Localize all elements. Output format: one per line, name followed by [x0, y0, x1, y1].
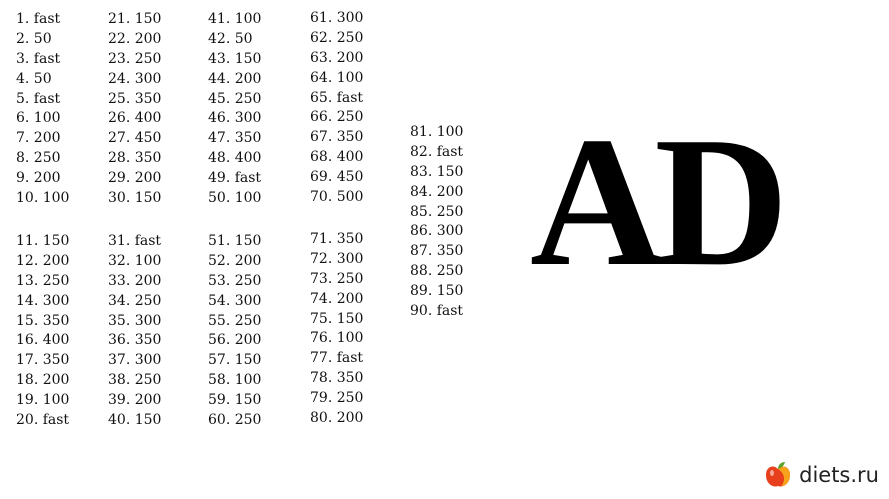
- col-61-70: [310, 9, 363, 208]
- list-item: 46. 300: [208, 110, 262, 127]
- list-item: 4. 50: [16, 70, 52, 87]
- list-item: 22. 200: [108, 30, 162, 47]
- list-item: 37. 300: [108, 352, 162, 369]
- list-item: 50. 100: [208, 190, 262, 207]
- col-41-50: [208, 10, 261, 209]
- list-item: 71. 350: [310, 231, 364, 247]
- list-item: 87. 350: [410, 243, 464, 260]
- list-item: 48. 400: [208, 150, 262, 167]
- list-item: 24. 300: [108, 70, 162, 87]
- list-item: 15. 350: [16, 312, 70, 329]
- col-21-30: [108, 10, 161, 209]
- list-item: 73. 250: [310, 270, 364, 287]
- col-1-10: [16, 10, 69, 209]
- list-item: 6. 100: [16, 110, 61, 127]
- list-item: 84. 200: [410, 183, 464, 200]
- list-item: 38. 250: [108, 372, 162, 389]
- list-item: 27. 450: [108, 130, 162, 147]
- list-item: 70. 500: [310, 189, 364, 206]
- list-item: 43. 150: [208, 50, 262, 67]
- list-item: 85. 250: [410, 203, 464, 220]
- col-81-90: [410, 123, 463, 322]
- list-item: 21. 150: [108, 11, 162, 27]
- list-item: 42. 50: [208, 30, 253, 47]
- list-item: 76. 100: [310, 330, 364, 347]
- list-item: 36. 350: [108, 332, 162, 349]
- list-item: 10. 100: [16, 190, 70, 207]
- list-item: 89. 150: [410, 283, 464, 300]
- col-71-80: [310, 230, 363, 429]
- list-item: 11. 150: [16, 233, 70, 249]
- list-item: 14. 300: [16, 292, 70, 309]
- list-item: 32. 100: [108, 252, 162, 269]
- list-item: 35. 300: [108, 312, 162, 329]
- list-item: 13. 250: [16, 272, 70, 289]
- list-item: 59. 150: [208, 392, 262, 409]
- list-item: 25. 350: [108, 90, 162, 107]
- list-item: 51. 150: [208, 233, 262, 249]
- list-item: 60. 250: [208, 412, 262, 429]
- list-item: 90. fast: [410, 303, 464, 320]
- list-item: 31. fast: [108, 233, 162, 249]
- list-item: 66. 250: [310, 109, 364, 126]
- list-item: 1. fast: [16, 11, 61, 27]
- list-item: 39. 200: [108, 392, 162, 409]
- list-item: 78. 350: [310, 370, 364, 387]
- list-item: 33. 200: [108, 272, 162, 289]
- list-item: 40. 150: [108, 412, 162, 429]
- list-item: 19. 100: [16, 392, 70, 409]
- list-item: 23. 250: [108, 50, 162, 67]
- list-item: 52. 200: [208, 252, 262, 269]
- list-item: 86. 300: [410, 223, 464, 240]
- list-item: 69. 450: [310, 169, 364, 186]
- list-item: 16. 400: [16, 332, 70, 349]
- list-item: 54. 300: [208, 292, 262, 309]
- list-item: 62. 250: [310, 29, 364, 46]
- list-item: 82. fast: [410, 143, 464, 160]
- list-item: 53. 250: [208, 272, 262, 289]
- list-item: 12. 200: [16, 252, 70, 269]
- list-item: 8. 250: [16, 150, 61, 167]
- list-item: 68. 400: [310, 149, 364, 166]
- col-31-40: [108, 232, 161, 431]
- list-item: 83. 150: [410, 163, 464, 180]
- watermark[interactable]: [763, 459, 879, 491]
- list-item: 29. 200: [108, 170, 162, 187]
- list-item: 80. 200: [310, 410, 364, 427]
- list-item: 41. 100: [208, 11, 262, 27]
- list-item: 64. 100: [310, 69, 364, 86]
- list-item: 45. 250: [208, 90, 262, 107]
- list-item: 61. 300: [310, 10, 364, 26]
- list-item: 77. fast: [310, 350, 364, 367]
- list-item: 57. 150: [208, 352, 262, 369]
- list-item: 28. 350: [108, 150, 162, 167]
- list-item: 5. fast: [16, 90, 61, 107]
- list-item: 26. 400: [108, 110, 162, 127]
- list-item: 9. 200: [16, 170, 61, 187]
- list-item: 88. 250: [410, 263, 464, 280]
- watermark-text: diets.ru: [799, 463, 879, 487]
- list-item: 75. 150: [310, 310, 364, 327]
- list-item: 49. fast: [208, 170, 262, 187]
- list-item: 74. 200: [310, 290, 364, 307]
- col-11-20: [16, 232, 69, 431]
- list-item: 18. 200: [16, 372, 70, 389]
- list-item: 20. fast: [16, 412, 70, 429]
- col-51-60: [208, 232, 261, 431]
- list-item: 79. 250: [310, 390, 364, 407]
- list-item: 63. 200: [310, 49, 364, 66]
- list-item: 3. fast: [16, 50, 61, 67]
- list-item: 55. 250: [208, 312, 262, 329]
- list-item: 72. 300: [310, 250, 364, 267]
- list-item: 67. 350: [310, 129, 364, 146]
- ad-logo: AD: [530, 99, 779, 305]
- apple-icon: [763, 460, 793, 490]
- list-item: 2. 50: [16, 30, 52, 47]
- list-item: 65. fast: [310, 89, 364, 106]
- list-item: 17. 350: [16, 352, 70, 369]
- list-item: 58. 100: [208, 372, 262, 389]
- list-item: 7. 200: [16, 130, 61, 147]
- list-item: 47. 350: [208, 130, 262, 147]
- list-item: 44. 200: [208, 70, 262, 87]
- list-item: 81. 100: [410, 124, 464, 140]
- list-item: 34. 250: [108, 292, 162, 309]
- list-item: 56. 200: [208, 332, 262, 349]
- list-item: 30. 150: [108, 190, 162, 207]
